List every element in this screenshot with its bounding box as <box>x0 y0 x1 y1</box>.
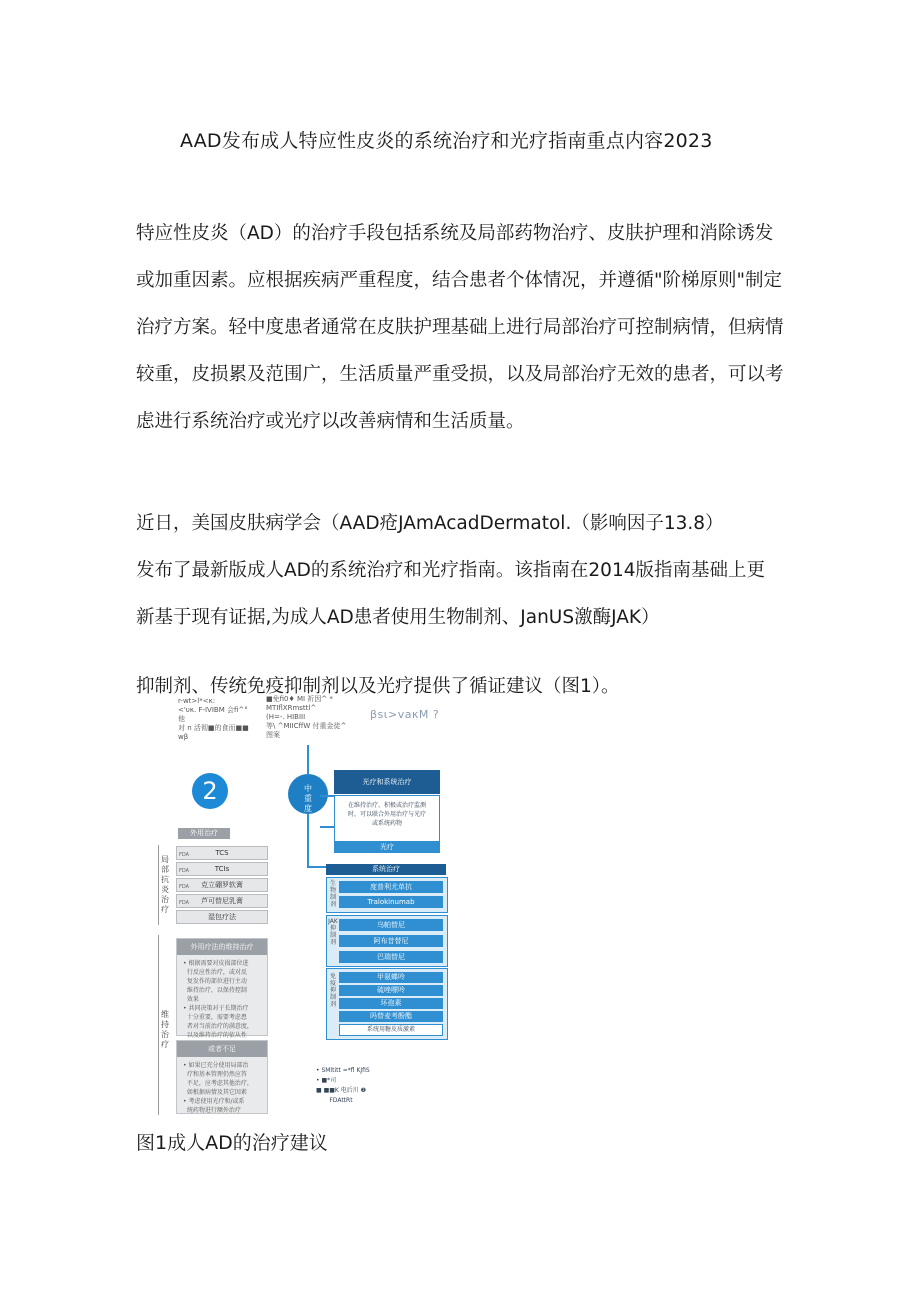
connector-line <box>307 866 327 868</box>
text-line: 或加重因素。应根据疾病严重程度，结合患者个体情况，并遵循"阶梯原则"制定 <box>136 270 783 291</box>
figure-caption: 图1成人AD的治疗建议 <box>136 1132 328 1154</box>
moderate-severe-circle: 中 重 度 <box>288 774 328 814</box>
insufficient-panel-body: • 如果已充分使用局部治 疗和基本管理仍然应答 不足，应考虑其他治疗， 如根据病情及其它因素 • 考虑使用光疗和/或系 统药物进行额外治疗 <box>183 1062 253 1114</box>
local-therapy-label: 局部抗炎治疗 <box>161 855 169 914</box>
topical-item: FDA 克立硼罗软膏 <box>176 878 268 892</box>
topical-item: FDA 芦可替尼乳膏 <box>176 894 268 908</box>
insufficient-panel-header: 或者不足 <box>177 1041 267 1057</box>
text-line: 治疗方案。轻中度患者通常在皮肤护理基础上进行局部治疗可控制病情，但病情 <box>136 317 784 338</box>
immunosuppressant-panel <box>326 968 448 1040</box>
text-line: 抑制剂、传统免疫抑制剂以及光疗提供了循证建议（图1）。 <box>136 676 620 697</box>
phototherapy-bar: 光疗 <box>334 842 440 853</box>
topical-therapy-bar: 外用治疗 <box>178 828 230 839</box>
maintenance-label: 维持治疗 <box>161 1010 169 1049</box>
text-line: 特应性皮炎（AD）的治疗手段包括系统及局部药物治疗、皮肤护理和消除诱发 <box>136 223 774 244</box>
text-line: 近日，美国皮肤病学会（AAD疮JAmAcadDermatol.（影响因子13.8） <box>136 513 724 534</box>
connector-line <box>307 814 309 866</box>
jak-item: 阿布昔替尼 <box>339 935 443 947</box>
maintenance-panel <box>176 938 268 1039</box>
steroid-item: 系统用糖皮质激素 <box>339 1024 443 1036</box>
biologics-label: 生物制剂 <box>329 880 336 908</box>
immunosuppressant-item: 环孢素 <box>339 998 443 1009</box>
document-title: AAD发布成人特应性皮炎的系统治疗和光疗指南重点内容2023 <box>180 130 713 152</box>
figure-header-left: r-wt>l*<κ: <'υκ. F-IVIBM 会fi^° 他 对 n 活彻■的食而■■ wβ <box>178 697 249 741</box>
figure-legend: • SMltitt =*fl KJfiS • ■*司 ■ ■■K 电后川 ❷ FDAttRt <box>316 1067 370 1104</box>
phototherapy-systemic-header: 光疗和系统治疗 <box>334 770 440 794</box>
immunosuppressant-item: 硫唑嘌呤 <box>339 985 443 996</box>
biologic-item: 度普利尤单抗 <box>339 881 443 893</box>
figure-header-right: βsι>vaκM ? <box>370 708 440 721</box>
jak-panel <box>326 915 448 967</box>
maintenance-panel-header: 外用疗法的维持治疗 <box>177 939 267 955</box>
maintenance-panel-body: • 根据需要对皮损部位进 行反应性治疗，或对反 复发作的部位进行主动 维持治疗，以保持控制 效果 • 共同决策对于长期治疗 十分重要，需要考虑患 者对当前治疗的满意度， 以及维持治疗的依从性 <box>183 960 253 1039</box>
text-line: 较重，皮损累及范围广，生活质量严重受损，以及局部治疗无效的患者，可以考 <box>136 364 784 385</box>
connector-line <box>307 745 309 775</box>
text-line: 虑进行系统治疗或光疗以改善病情和生活质量。 <box>136 411 525 432</box>
immunosuppressant-label: 免疫抑制剂 <box>329 973 336 1008</box>
paragraph-intro <box>136 210 796 445</box>
maintenance-bracket <box>158 935 159 1115</box>
immunosuppressant-item: 吗替麦考酚酯 <box>339 1011 443 1022</box>
paragraph-news <box>136 500 796 641</box>
jak-item: 乌帕替尼 <box>339 919 443 931</box>
local-bracket <box>158 845 159 925</box>
jak-item: 巴瑞替尼 <box>339 951 443 963</box>
biologic-item: Tralokinumab <box>339 896 443 908</box>
immunosuppressant-item: 甲氨蝶呤 <box>339 972 443 983</box>
systemic-therapy-header: 系统治疗 <box>326 864 446 875</box>
jak-label: JAK抑制剂 <box>328 918 338 946</box>
biologics-panel <box>326 877 448 913</box>
wet-wrap-item: 湿包疗法 <box>176 910 268 924</box>
phototherapy-systemic-body: 在维持治疗、积极或治疗监测 时，可以联合外用治疗与光疗 或系统药物 <box>334 795 440 842</box>
text-line: 发布了最新版成人AD的系统治疗和光疗指南。该指南在2014版指南基础上更 <box>136 560 765 581</box>
text-line: 新基于现有证据,为成人AD患者使用生物制剂、JanUS激酶JAK） <box>136 607 660 628</box>
step-number-badge: 2 <box>192 773 228 809</box>
insufficient-panel <box>176 1040 268 1114</box>
figure-header-mid: ■免fi0♦ MI 祈因^ * MTIflXRmsttl^ (H=-. HIBIII 等\ ^MIICffW 付重金徒^ 图案 <box>266 695 347 739</box>
topical-item: FDA TCS <box>176 846 268 860</box>
connector-line <box>320 795 334 797</box>
topical-item: FDA TCIs <box>176 862 268 876</box>
connector-line <box>320 826 334 828</box>
